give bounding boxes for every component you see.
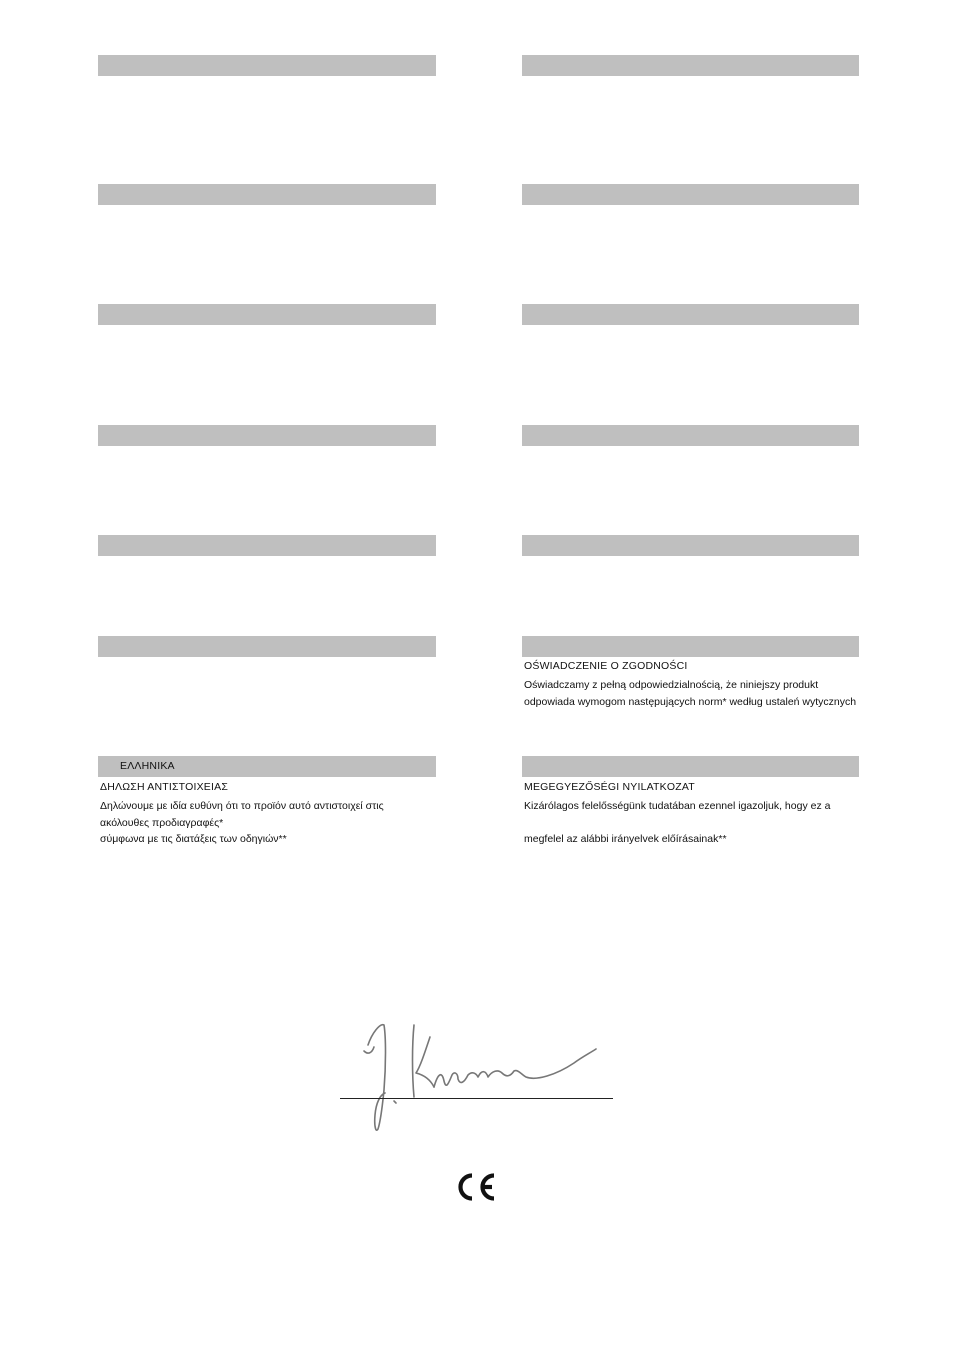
greek-title: ΔΗΛΩΣΗ ΑΝΤΙΣΤΟΙΧΕΙΑΣ xyxy=(100,781,229,793)
section-bar-left-4 xyxy=(98,425,436,446)
section-bar-left-5 xyxy=(98,535,436,556)
section-bar-right-5 xyxy=(522,535,859,556)
hungarian-line-2: megfelel az alábbi irányelvek előírásainak** xyxy=(524,833,727,845)
greek-line-2: ακόλουθες προδιαγραφές* xyxy=(100,817,224,829)
ce-mark-icon xyxy=(454,1172,496,1202)
greek-line-1: Δηλώνουμε με ιδία ευθύνη ότι το προϊόν αυτό αντιστοιχεί στις xyxy=(100,800,384,812)
polish-line-1: Oświadczamy z pełną odpowiedzialnością, że niniejszy produkt xyxy=(524,679,819,691)
signature-icon xyxy=(350,1015,610,1140)
hungarian-title: MEGEGYEZŐSÉGI NYILATKOZAT xyxy=(524,781,695,793)
section-bar-left-2 xyxy=(98,184,436,205)
polish-line-2: odpowiada wymogom następujących norm* według ustaleń wytycznych xyxy=(524,696,857,708)
greek-header: ΕΛΛΗΝΙΚΑ xyxy=(120,760,175,772)
section-bar-right-3 xyxy=(522,304,859,325)
section-bar-left-1 xyxy=(98,55,436,76)
section-bar-right-4 xyxy=(522,425,859,446)
section-bar-left-3 xyxy=(98,304,436,325)
section-bar-right-1 xyxy=(522,55,859,76)
section-bar-polish xyxy=(522,636,859,657)
section-bar-left-6 xyxy=(98,636,436,657)
section-bar-hungarian xyxy=(522,756,859,777)
section-bar-right-2 xyxy=(522,184,859,205)
section-bar-greek xyxy=(98,756,436,777)
signature-line xyxy=(340,1098,613,1099)
polish-title: OŚWIADCZENIE O ZGODNOŚCI xyxy=(524,660,688,672)
greek-line-3: σύμφωνα με τις διατάξεις των οδηγιών** xyxy=(100,833,287,845)
hungarian-line-1: Kizárólagos felelősségünk tudatában ezennel igazoljuk, hogy ez a xyxy=(524,800,831,812)
